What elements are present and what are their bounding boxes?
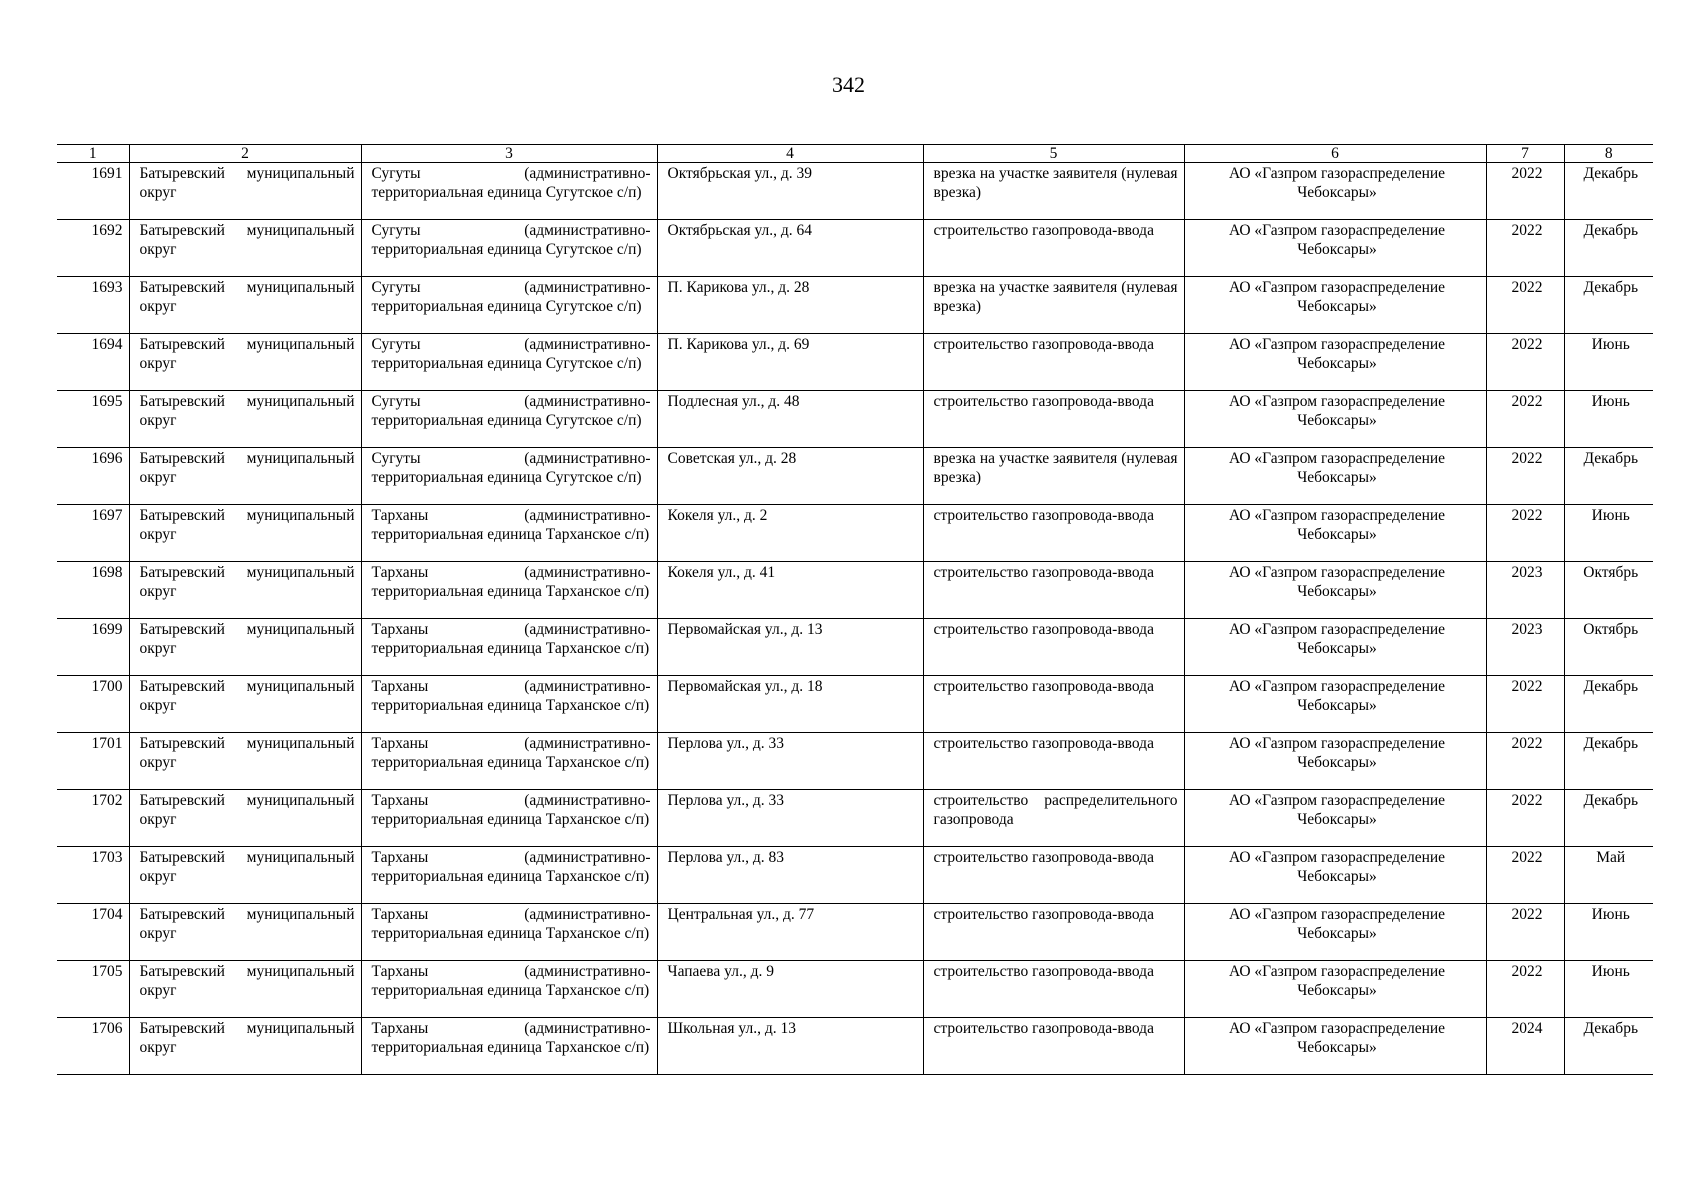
row-number: 1706 <box>57 1018 129 1075</box>
organization-cell: АО «Газпром газораспределение Чебоксары» <box>1184 790 1486 847</box>
address-cell: Октябрьская ул., д. 64 <box>657 220 923 277</box>
address-cell: Подлесная ул., д. 48 <box>657 391 923 448</box>
table-row <box>57 220 1653 277</box>
table-row <box>57 163 1653 220</box>
settlement-cell: Тарханы (административно-территориальная единица Тарханское с/п) <box>361 619 657 676</box>
organization-cell: АО «Газпром газораспределение Чебоксары» <box>1184 505 1486 562</box>
table-row <box>57 277 1653 334</box>
work-type-cell: строительство газопровода-ввода <box>923 733 1184 790</box>
work-type-cell: строительство газопровода-ввода <box>923 619 1184 676</box>
district-cell: Батыревский муниципальный округ <box>129 847 361 904</box>
month-cell: Декабрь <box>1564 448 1653 505</box>
settlement-cell: Сугуты (административно-территориальная единица Сугутское с/п) <box>361 163 657 220</box>
work-type-cell: строительство газопровода-ввода <box>923 847 1184 904</box>
settlement-cell: Сугуты (административно-территориальная единица Сугутское с/п) <box>361 277 657 334</box>
table-row <box>57 334 1653 391</box>
year-cell: 2022 <box>1486 847 1564 904</box>
work-type-cell: строительство газопровода-ввода <box>923 676 1184 733</box>
settlement-cell: Сугуты (административно-территориальная единица Сугутское с/п) <box>361 448 657 505</box>
district-cell: Батыревский муниципальный округ <box>129 334 361 391</box>
district-cell: Батыревский муниципальный округ <box>129 220 361 277</box>
settlement-cell: Сугуты (административно-территориальная единица Сугутское с/п) <box>361 334 657 391</box>
work-type-cell: врезка на участке заявителя (нулевая врезка) <box>923 163 1184 220</box>
table-row <box>57 847 1653 904</box>
month-cell: Декабрь <box>1564 676 1653 733</box>
year-cell: 2023 <box>1486 619 1564 676</box>
settlement-cell: Сугуты (административно-территориальная единица Сугутское с/п) <box>361 391 657 448</box>
address-cell: Первомайская ул., д. 18 <box>657 676 923 733</box>
month-cell: Июнь <box>1564 334 1653 391</box>
organization-cell: АО «Газпром газораспределение Чебоксары» <box>1184 1018 1486 1075</box>
organization-cell: АО «Газпром газораспределение Чебоксары» <box>1184 448 1486 505</box>
table-row <box>57 904 1653 961</box>
month-cell: Декабрь <box>1564 163 1653 220</box>
work-type-cell: строительство газопровода-ввода <box>923 1018 1184 1075</box>
year-cell: 2022 <box>1486 391 1564 448</box>
row-number: 1691 <box>57 163 129 220</box>
month-cell: Декабрь <box>1564 733 1653 790</box>
address-cell: Перлова ул., д. 33 <box>657 790 923 847</box>
month-cell: Октябрь <box>1564 562 1653 619</box>
row-number: 1705 <box>57 961 129 1018</box>
district-cell: Батыревский муниципальный округ <box>129 562 361 619</box>
organization-cell: АО «Газпром газораспределение Чебоксары» <box>1184 676 1486 733</box>
table-row <box>57 1018 1653 1075</box>
work-type-cell: строительство газопровода-ввода <box>923 505 1184 562</box>
table-header <box>57 145 1653 163</box>
district-cell: Батыревский муниципальный округ <box>129 505 361 562</box>
district-cell: Батыревский муниципальный округ <box>129 904 361 961</box>
work-type-cell: строительство распределительного газопровода <box>923 790 1184 847</box>
row-number: 1693 <box>57 277 129 334</box>
district-cell: Батыревский муниципальный округ <box>129 163 361 220</box>
settlement-cell: Тарханы (административно-территориальная единица Тарханское с/п) <box>361 733 657 790</box>
month-cell: Декабрь <box>1564 220 1653 277</box>
table-row <box>57 676 1653 733</box>
organization-cell: АО «Газпром газораспределение Чебоксары» <box>1184 391 1486 448</box>
row-number: 1701 <box>57 733 129 790</box>
table-row <box>57 391 1653 448</box>
table-row <box>57 562 1653 619</box>
row-number: 1699 <box>57 619 129 676</box>
organization-cell: АО «Газпром газораспределение Чебоксары» <box>1184 220 1486 277</box>
address-cell: Кокеля ул., д. 2 <box>657 505 923 562</box>
column-header: 5 <box>923 145 1184 163</box>
table-body <box>57 163 1653 1075</box>
address-cell: Октябрьская ул., д. 39 <box>657 163 923 220</box>
settlement-cell: Тарханы (административно-территориальная единица Тарханское с/п) <box>361 961 657 1018</box>
row-number: 1703 <box>57 847 129 904</box>
district-cell: Батыревский муниципальный округ <box>129 733 361 790</box>
column-header: 8 <box>1564 145 1653 163</box>
settlement-cell: Тарханы (административно-территориальная единица Тарханское с/п) <box>361 790 657 847</box>
address-cell: Перлова ул., д. 83 <box>657 847 923 904</box>
table-row <box>57 505 1653 562</box>
year-cell: 2023 <box>1486 562 1564 619</box>
column-header: 1 <box>57 145 129 163</box>
row-number: 1695 <box>57 391 129 448</box>
column-header: 3 <box>361 145 657 163</box>
row-number: 1698 <box>57 562 129 619</box>
organization-cell: АО «Газпром газораспределение Чебоксары» <box>1184 904 1486 961</box>
row-number: 1694 <box>57 334 129 391</box>
organization-cell: АО «Газпром газораспределение Чебоксары» <box>1184 733 1486 790</box>
work-type-cell: строительство газопровода-ввода <box>923 334 1184 391</box>
column-header: 7 <box>1486 145 1564 163</box>
column-header: 6 <box>1184 145 1486 163</box>
district-cell: Батыревский муниципальный округ <box>129 619 361 676</box>
row-number: 1700 <box>57 676 129 733</box>
settlement-cell: Сугуты (административно-территориальная единица Сугутское с/п) <box>361 220 657 277</box>
gasification-table <box>57 144 1653 1075</box>
address-cell: Школьная ул., д. 13 <box>657 1018 923 1075</box>
work-type-cell: строительство газопровода-ввода <box>923 562 1184 619</box>
work-type-cell: врезка на участке заявителя (нулевая врезка) <box>923 277 1184 334</box>
organization-cell: АО «Газпром газораспределение Чебоксары» <box>1184 847 1486 904</box>
district-cell: Батыревский муниципальный округ <box>129 676 361 733</box>
table-row <box>57 448 1653 505</box>
row-number: 1692 <box>57 220 129 277</box>
organization-cell: АО «Газпром газораспределение Чебоксары» <box>1184 562 1486 619</box>
year-cell: 2022 <box>1486 733 1564 790</box>
address-cell: Советская ул., д. 28 <box>657 448 923 505</box>
organization-cell: АО «Газпром газораспределение Чебоксары» <box>1184 961 1486 1018</box>
organization-cell: АО «Газпром газораспределение Чебоксары» <box>1184 277 1486 334</box>
row-number: 1697 <box>57 505 129 562</box>
work-type-cell: строительство газопровода-ввода <box>923 220 1184 277</box>
organization-cell: АО «Газпром газораспределение Чебоксары» <box>1184 334 1486 391</box>
table-row <box>57 790 1653 847</box>
address-cell: Центральная ул., д. 77 <box>657 904 923 961</box>
year-cell: 2022 <box>1486 277 1564 334</box>
district-cell: Батыревский муниципальный округ <box>129 277 361 334</box>
month-cell: Декабрь <box>1564 790 1653 847</box>
address-cell: П. Карикова ул., д. 69 <box>657 334 923 391</box>
settlement-cell: Тарханы (административно-территориальная единица Тарханское с/п) <box>361 505 657 562</box>
year-cell: 2022 <box>1486 163 1564 220</box>
address-cell: Первомайская ул., д. 13 <box>657 619 923 676</box>
row-number: 1702 <box>57 790 129 847</box>
settlement-cell: Тарханы (административно-территориальная единица Тарханское с/п) <box>361 847 657 904</box>
work-type-cell: врезка на участке заявителя (нулевая врезка) <box>923 448 1184 505</box>
table-row <box>57 961 1653 1018</box>
row-number: 1704 <box>57 904 129 961</box>
year-cell: 2022 <box>1486 676 1564 733</box>
settlement-cell: Тарханы (административно-территориальная единица Тарханское с/п) <box>361 1018 657 1075</box>
month-cell: Июнь <box>1564 505 1653 562</box>
settlement-cell: Тарханы (административно-территориальная единица Тарханское с/п) <box>361 562 657 619</box>
table-row <box>57 733 1653 790</box>
organization-cell: АО «Газпром газораспределение Чебоксары» <box>1184 163 1486 220</box>
month-cell: Декабрь <box>1564 277 1653 334</box>
year-cell: 2022 <box>1486 790 1564 847</box>
address-cell: Кокеля ул., д. 41 <box>657 562 923 619</box>
column-header: 4 <box>657 145 923 163</box>
table-row <box>57 619 1653 676</box>
organization-cell: АО «Газпром газораспределение Чебоксары» <box>1184 619 1486 676</box>
address-cell: П. Карикова ул., д. 28 <box>657 277 923 334</box>
year-cell: 2022 <box>1486 220 1564 277</box>
work-type-cell: строительство газопровода-ввода <box>923 391 1184 448</box>
column-header: 2 <box>129 145 361 163</box>
address-cell: Перлова ул., д. 33 <box>657 733 923 790</box>
settlement-cell: Тарханы (административно-территориальная единица Тарханское с/п) <box>361 676 657 733</box>
month-cell: Июнь <box>1564 961 1653 1018</box>
district-cell: Батыревский муниципальный округ <box>129 1018 361 1075</box>
work-type-cell: строительство газопровода-ввода <box>923 904 1184 961</box>
year-cell: 2022 <box>1486 961 1564 1018</box>
month-cell: Июнь <box>1564 904 1653 961</box>
settlement-cell: Тарханы (административно-территориальная единица Тарханское с/п) <box>361 904 657 961</box>
address-cell: Чапаева ул., д. 9 <box>657 961 923 1018</box>
month-cell: Октябрь <box>1564 619 1653 676</box>
year-cell: 2022 <box>1486 448 1564 505</box>
year-cell: 2024 <box>1486 1018 1564 1075</box>
month-cell: Май <box>1564 847 1653 904</box>
month-cell: Декабрь <box>1564 1018 1653 1075</box>
work-type-cell: строительство газопровода-ввода <box>923 961 1184 1018</box>
district-cell: Батыревский муниципальный округ <box>129 391 361 448</box>
district-cell: Батыревский муниципальный округ <box>129 790 361 847</box>
column-number-row <box>57 145 1653 163</box>
year-cell: 2022 <box>1486 505 1564 562</box>
year-cell: 2022 <box>1486 904 1564 961</box>
district-cell: Батыревский муниципальный округ <box>129 448 361 505</box>
district-cell: Батыревский муниципальный округ <box>129 961 361 1018</box>
page-number: 342 <box>832 72 865 97</box>
month-cell: Июнь <box>1564 391 1653 448</box>
row-number: 1696 <box>57 448 129 505</box>
year-cell: 2022 <box>1486 334 1564 391</box>
